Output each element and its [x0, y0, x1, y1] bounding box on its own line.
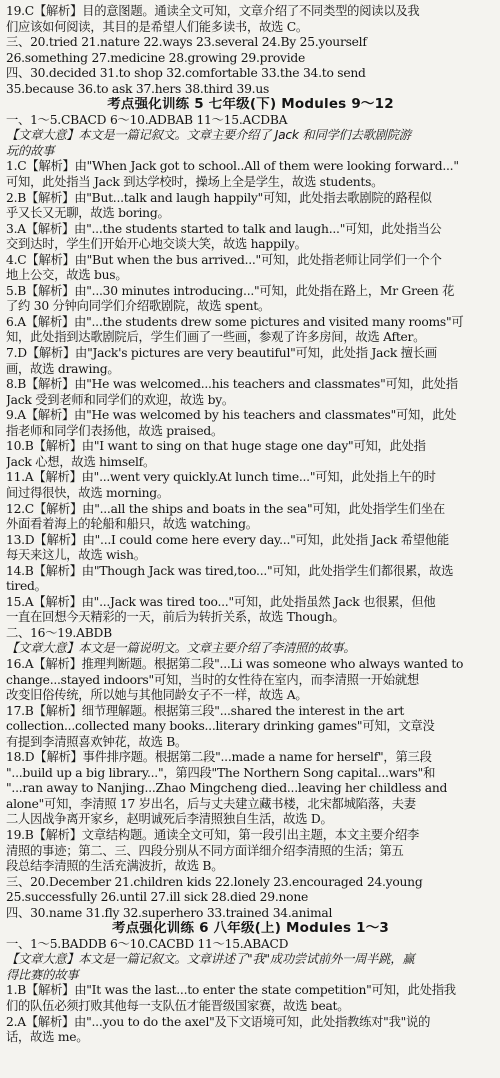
answer-line: 18.D【解析】事件排序题。根据第二段"...made a name for herself"，第三段: [6, 750, 432, 765]
article-summary-line: 【文章大意】本文是一篇记叙文。文章讲述了"我"成功尝试前外一周半跳，赢: [6, 952, 415, 967]
answer-line: 间过得很快，故选 morning。: [6, 485, 169, 500]
answer-line: 四、30.decided 31.to shop 32.comfortable 33.the 34.to send: [6, 66, 366, 81]
answer-line: 一、1～5.BADDB 6～10.CACBD 11～15.ABACD: [6, 936, 289, 951]
article-summary-line: 【文章大意】本文是一篇记叙文。文章主要介绍了 Jack 和同学们去歌剧院游: [6, 128, 411, 143]
answer-line: 1.C【解析】由"When Jack got to school..All of them were looking forward...": [6, 159, 459, 174]
answer-line: 9.A【解析】由"He was welcomed by his teachers and classmates"可知，此处: [6, 408, 457, 423]
answer-line: change...stayed indoors"可知，当时的女性待在室内，而李清照一开始就想: [6, 672, 419, 687]
answer-line: 6.A【解析】由"...the students drew some pictures and visited many rooms"可: [6, 314, 464, 329]
section-heading: 考点强化训练 6 八年级(上) Modules 1～3: [111, 921, 390, 937]
answer-line: Jack 受到老师和同学们的欢迎，故选 by。: [6, 392, 234, 407]
answer-line: 四、30.name 31.fly 32.superhero 33.trained 34.animal: [6, 905, 333, 920]
answer-line: 们的队伍必须打败其他每一支队伍才能晋级国家赛，故选 beat。: [6, 999, 350, 1013]
answer-line: 2.B【解析】由"But...talk and laugh happily"可知，此处指去歌剧院的路程似: [6, 190, 432, 205]
answer-line: 7.D【解析】由"Jack's pictures are very beautiful"可知，此处指 Jack 擅长画: [6, 346, 437, 361]
answer-line: 画，故选 drawing。: [6, 361, 120, 376]
answer-line: 35.because 36.to ask 37.hers 38.third 39.us: [6, 81, 270, 96]
answer-line: 知，此处指到达歌剧院后，学生们画了一些画，参观了许多房间，故选 After。: [6, 330, 426, 345]
answer-line: 12.C【解析】由"...all the ships and boats in the sea"可知，此处指学生们坐在: [6, 501, 445, 516]
answer-line: 三、20.tried 21.nature 22.ways 23.several 24.By 25.yourself: [6, 35, 367, 50]
answer-line: 10.B【解析】由"I want to sing on that huge stage one day"可知，此处指: [6, 439, 426, 454]
answer-line: 二、16～19.ABDB: [6, 625, 112, 640]
answer-line: 三、20.December 21.children kids 22.lonely 23.encouraged 24.young: [6, 874, 423, 889]
answer-line: 指老师和同学们表扬他，故选 praised。: [6, 423, 224, 438]
answer-line: 3.A【解析】由"...the students started to talk and laugh..."可知，此处指当公: [6, 221, 442, 236]
answer-line: 2.A【解析】由"...you to do the axel"及下文语境可知，此处指教练对"我"说的: [6, 1014, 431, 1029]
answer-line: "...build up a big library..."，第四段"The Northern Song capital...wars"和: [6, 765, 436, 780]
answer-line: tired。: [6, 579, 47, 594]
answer-line: 话，故选 me。: [6, 1030, 89, 1045]
answer-line: 乎又长又无聊，故选 boring。: [6, 206, 170, 221]
answer-line: 4.C【解析】由"But when the bus arrived..."可知，此处指老师让同学们一个个: [6, 252, 442, 267]
answer-line: 一直在回想今天精彩的一天，前后为转折关系，故选 Though。: [6, 610, 345, 625]
answer-line: 们应该如何阅读，其目的是希望人们能多读书，故选 C。: [6, 19, 308, 34]
answer-line: 地上公交，故选 bus。: [6, 268, 128, 283]
answer-line: 一、1～5.CBACD 6～10.ADBAB 11～15.ACDBA: [6, 112, 288, 127]
answer-line: 19.B【解析】文章结构题。通读全文可知，第一段引出主题，本文主要介绍李: [6, 827, 420, 842]
article-summary-line: 【文章大意】本文是一篇说明文。文章主要介绍了李清照的故事。: [6, 641, 356, 656]
answer-line: 8.B【解析】由"He was welcomed...his teachers and classmates"可知，此处指: [6, 377, 458, 392]
answer-line: 16.A【解析】推理判断题。根据第二段"...Li was someone who always wanted to: [6, 656, 464, 671]
answer-line: alone"可知，李清照 17 岁出名，后与丈夫建立藏书楼，北宋都城陷落，夫妻: [6, 796, 416, 811]
section-heading: 考点强化训练 5 七年级(下) Modules 9～12: [107, 97, 394, 113]
article-summary-line: 玩的故事: [6, 143, 55, 158]
answer-line: 可知，此处指当 Jack 到达学校时，操场上全是学生，故选 students。: [6, 175, 384, 190]
answer-line: "...ran away to Nanjing...Zhao Mingcheng died...leaving her childless and: [6, 781, 448, 796]
answer-line: 15.A【解析】由"...Jack was tired too..."可知，此处指虽然 Jack 也很累，但他: [6, 594, 436, 609]
answer-line: collection...collected many books...literary drinking games"可知，文章没: [6, 719, 435, 734]
answer-line: 交到达时，学生们开始开心地交谈大笑，故选 happily。: [6, 237, 307, 252]
answer-line: 17.B【解析】细节理解题。根据第三段"...shared the interest in the art: [6, 703, 405, 718]
answer-line: 改变旧俗传统，所以她与其他同龄女子不一样，故选 A。: [6, 688, 308, 703]
answer-line: 5.B【解析】由"...30 minutes introducing..."可知，此处指在路上，Mr Green 花: [6, 283, 455, 298]
answer-line: 25.successfully 26.until 27.ill sick 28.died 29.none: [6, 890, 309, 905]
answer-line: 外面看着海上的轮船和船只，故选 watching。: [6, 517, 258, 532]
answer-line: 清照的事迹；第二、三、四段分别从不同方面详细介绍李清照的生活；第五: [6, 843, 404, 858]
answer-line: 14.B【解析】由"Though Jack was tired,too..."可知，此处指学生们都很累，故选: [6, 563, 454, 578]
answer-line: 段总结李清照的生活充满波折，故选 B。: [6, 859, 224, 874]
answer-line: 每天来这儿，故选 wish。: [6, 548, 146, 563]
answer-line: 了约 30 分钟向同学们介绍歌剧院，故选 spent。: [6, 299, 270, 314]
article-summary-line: 得比赛的故事: [6, 967, 79, 982]
answer-line: Jack 心想，故选 himself。: [6, 454, 156, 469]
answer-line: 26.something 27.medicine 28.growing 29.provide: [6, 50, 306, 65]
answer-line: 19.C【解析】目的意图题。通读全文可知，文章介绍了不同类型的阅读以及我: [6, 4, 420, 18]
answer-line: 二人因战争离开家乡，赵明诚死后李清照独自生活，故选 D。: [6, 812, 333, 827]
answer-line: 13.D【解析】由"...I could come here every day..."可知，此处指 Jack 希望他能: [6, 532, 449, 547]
answer-line: 1.B【解析】由"It was the last...to enter the state competition"可知，此处指我: [6, 983, 456, 998]
answer-line: 有提到李清照喜欢钟花，故选 B。: [6, 734, 188, 749]
answer-line: 11.A【解析】由"...went very quickly.At lunch time..."可知，此处指上午的时: [6, 470, 436, 485]
